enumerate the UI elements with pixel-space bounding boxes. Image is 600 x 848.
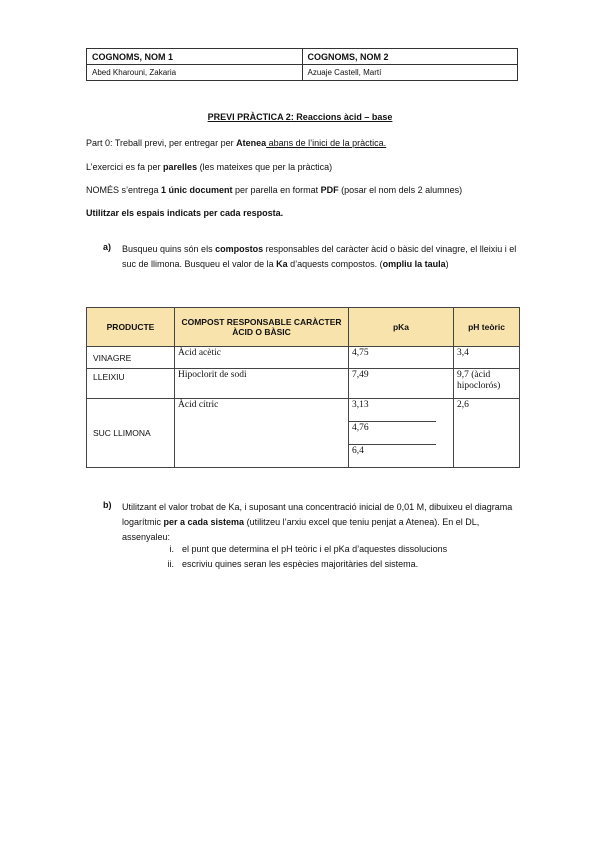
table-row [87,347,520,369]
product-cell: SUC LLIMONA [87,399,175,468]
product-cell: LLEIXIU [87,369,175,399]
qa-b1: compostos [215,244,264,254]
ph-cell: 9,7 (àcid hipoclorós) [454,369,520,399]
title-rest: : Reaccions àcid – base [290,112,393,122]
part0-line [86,138,386,148]
student-name-1: Abed Kharouni, Zakaria [87,65,303,81]
question-b-marker: b) [103,500,112,510]
only-b2: PDF [320,185,339,195]
pka-value-1: 3,13 [352,400,369,410]
page-title [0,112,600,122]
list-item-number: i. [169,544,174,554]
ph-cell: 2,6 [454,399,520,468]
pka-value-2: 4,76 [349,421,436,444]
list-item [160,544,540,556]
pairs-suffix: (les mateixes que per la pràctica) [197,162,333,172]
acid-base-table [86,307,520,468]
pka-cell: 4,75 [349,347,454,369]
compound-cell: Àcid acètic [175,347,349,369]
compound-cell: Àcid cítric [175,399,349,468]
header-ph: pH teòric [454,308,520,347]
names-table [86,48,518,81]
pairs-bold: parelles [163,162,198,172]
header-pka: pKa [349,308,454,347]
qb-b1: per a cada sistema [163,517,245,527]
header-name-1: COGNOMS, NOM 1 [87,49,303,65]
qa-b3: ompliu la taula [382,259,446,269]
question-a-marker: a) [103,242,112,252]
pairs-prefix: L’exercici es fa per [86,162,164,172]
header-name-2: COGNOMS, NOM 2 [302,49,518,65]
product-cell: VINAGRE [87,347,175,369]
header-product: PRODUCTE [87,308,175,347]
list-item-text: escriviu quines seran les espècies majoritàries del sistema. [182,559,419,569]
qa-t3: d’aquests compostos. ( [287,259,383,269]
question-a-text [122,242,522,272]
qa-t1: Busqueu quins són els [122,244,216,254]
part0-underlined: abans de l’inici de la pràctica. [266,138,387,148]
qb-t1: Utilitzant el valor trobat de Ka, i suposant una concentració inicial de 0,01 M, dibuixeu el diagrama logarítmic [122,502,513,527]
table-row [87,399,520,468]
qb-t2: (utilitzeu l’arxiu excel que teniu penjat a Atenea). En el DL, assenyaleu: [122,517,480,542]
pka-multi-cell [349,399,454,468]
pairs-line [86,162,332,172]
pka-value-3: 6,4 [349,444,436,467]
only-p1: NOMÉS s’entrega [86,185,162,195]
only-b1: 1 únic document [161,185,233,195]
table-row [87,369,520,399]
part0-bold: Atenea [236,138,267,148]
student-name-2: Azuaje Castell, Martí [302,65,518,81]
list-item-text: el punt que determina el pH teòric i el pKa d’aquestes dissolucions [182,544,448,554]
list-item [160,559,540,571]
compound-cell: Hipoclorit de sodi [175,369,349,399]
part0-prefix: Part 0: Treball previ, per entregar per [86,138,237,148]
header-compound: COMPOST RESPONSABLE CARÀCTER ÀCID O BÀSIC [175,308,349,347]
table-header-row [87,308,520,347]
only-line [86,185,462,195]
only-p2: per parella en format [232,185,321,195]
list-item-number: ii. [167,559,174,569]
qa-t2: responsables del caràcter àcid o bàsic del vinagre, el lleixiu i el suc de llimona. Busqueu el valor de la [122,244,517,269]
pka-cell: 7,49 [349,369,454,399]
qa-t4: ) [445,259,449,269]
ph-cell: 3,4 [454,347,520,369]
title-bold: PREVI PRÀCTICA 2 [207,112,291,122]
spaces-line: Utilitzar els espais indicats per cada resposta. [86,208,284,218]
only-p3: (posar el nom dels 2 alumnes) [338,185,463,195]
question-b-text [122,500,522,545]
qa-b2: Ka [276,259,288,269]
